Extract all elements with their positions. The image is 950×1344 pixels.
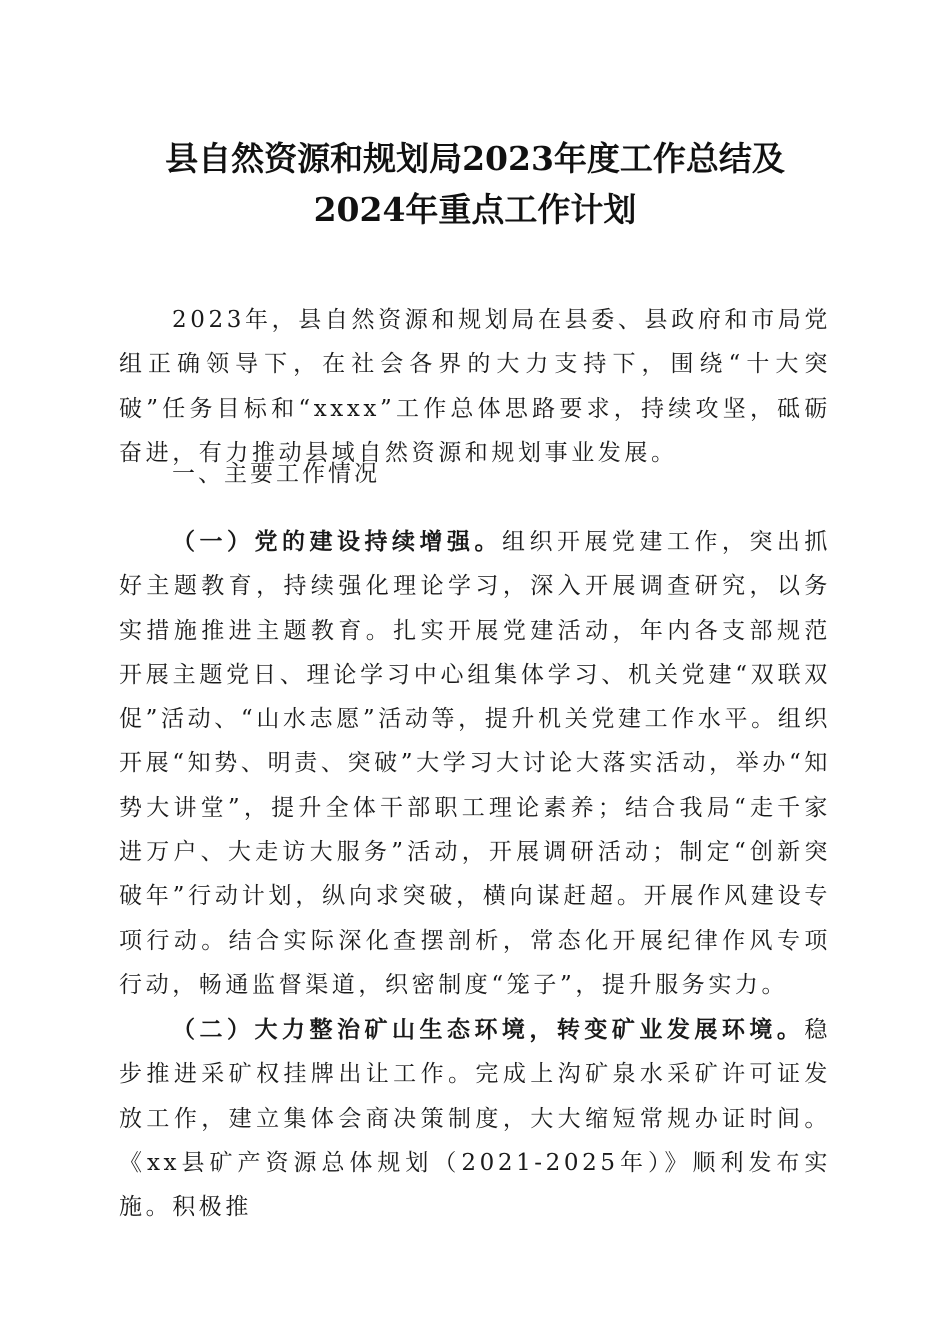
paragraph-mining-environment bbox=[119, 1008, 831, 1229]
document-title-line-1: 县自然资源和规划局2023年度工作总结及 bbox=[165, 139, 785, 178]
paragraph-lead-party-building: （一）党的建设持续增强。 bbox=[172, 529, 502, 555]
paragraph-body-mining-environment: 稳步推进采矿权挂牌出让工作。完成上沟矿泉水采矿许可证发放工作，建立集体会商决策制度，大大缩短常规办证时间。《xx县矿产资源总体规划（2021-2025年）》顺利发布实施。积极推 bbox=[119, 1017, 831, 1221]
intro-paragraph: 2023年，县自然资源和规划局在县委、县政府和市局党组正确领导下，在社会各界的大力支持下，围绕“十大突破”任务目标和“xxxx”工作总体思路要求，持续攻坚，砥砺奋进，有力推动县域自然资源和规划事业发展。 bbox=[119, 307, 831, 466]
paragraph-party-building bbox=[119, 520, 831, 1007]
paragraph-body-party-building: 组织开展党建工作，突出抓好主题教育，持续强化理论学习，深入开展调查研究，以务实措施推进主题教育。扎实开展党建活动，年内各支部规范开展主题党日、理论学习中心组集体学习、机关党建“双联双促”活动、“山水志愿”活动等，提升机关党建工作水平。组织开展“知势、明责、突破”大学习大讨论大落实活动，举办“知势大讲堂”，提升全体干部职工理论素养；结合我局“走千家进万户、大走访大服务”活动，开展调研活动；制定“创新突破年”行动计划，纵向求突破，横向谋赶超。开展作风建设专项行动。结合实际深化查摆剖析，常态化开展纪律作风专项行动，畅通监督渠道，织密制度“笼子”，提升服务实力。 bbox=[119, 529, 832, 998]
paragraph-lead-mining-environment: （二）大力整治矿山生态环境，转变矿业发展环境。 bbox=[172, 1017, 805, 1043]
section-heading-main-work: 一、主要工作情况 bbox=[172, 461, 380, 487]
document-title-line-2: 2024年重点工作计划 bbox=[313, 190, 637, 229]
